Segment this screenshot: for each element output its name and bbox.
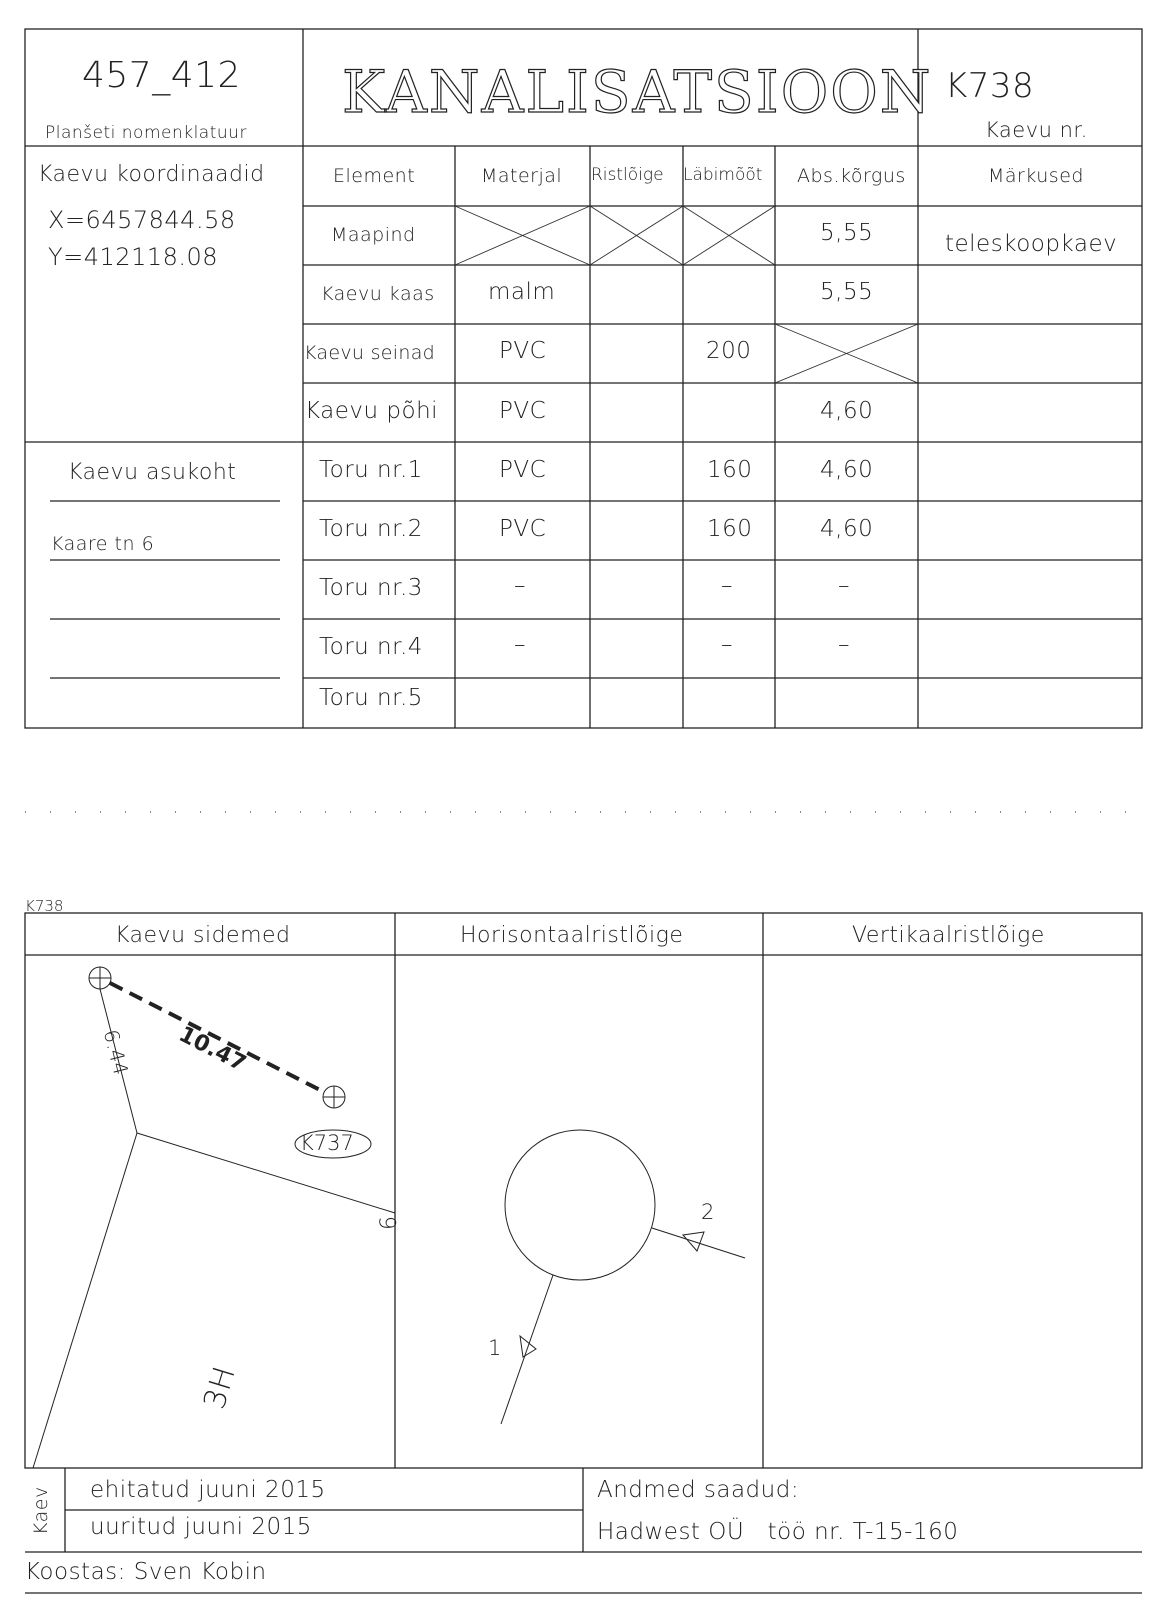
- row-diameter: 160: [707, 457, 753, 483]
- row-material: –: [514, 573, 526, 599]
- tie-distance-well: 10.47: [174, 1022, 251, 1078]
- row-element: Kaevu põhi: [305, 398, 439, 424]
- row-notes: teleskoopkaev: [945, 231, 1118, 257]
- row-element: Toru nr.3: [319, 575, 423, 601]
- neighbor-well-label: K737: [300, 1131, 354, 1155]
- row-material: –: [514, 632, 526, 658]
- row-diameter: –: [721, 632, 733, 658]
- row-material: PVC: [499, 338, 547, 364]
- sheet-label: Planšeti nomenklatuur: [45, 123, 247, 143]
- col-material: Materjal: [481, 165, 563, 187]
- row-height: –: [838, 573, 850, 599]
- col-notes: Märkused: [988, 165, 1084, 187]
- coordinate-y: Y=412118.08: [48, 243, 219, 271]
- panel-title-ties: Kaevu sidemed: [115, 923, 291, 948]
- house-number: 6: [377, 1215, 402, 1230]
- footer-vertical-label: Kaev: [30, 1486, 52, 1535]
- panel-title-vertical: Vertikaalristlõige: [852, 923, 1045, 948]
- row-element: Kaevu kaas: [321, 283, 435, 305]
- building-code: 3H: [197, 1362, 243, 1414]
- row-element: Toru nr.1: [319, 457, 423, 483]
- row-element: Toru nr.5: [319, 685, 423, 711]
- col-cross-section: Ristlõige: [591, 165, 664, 185]
- coordinate-x: X=6457844.58: [48, 206, 236, 234]
- row-height: 5,55: [820, 220, 874, 246]
- panel-title-horizontal: Horisontaalristlõige: [460, 923, 684, 948]
- row-height: 4,60: [820, 457, 874, 483]
- sheet-number: 457_412: [82, 55, 241, 96]
- footer-source-value: Hadwest OÜ töö nr. T-15-160: [597, 1519, 959, 1545]
- pipe-label-2: 2: [701, 1200, 715, 1224]
- row-diameter: 160: [707, 516, 753, 542]
- footer-built: ehitatud juuni 2015: [90, 1477, 326, 1503]
- footer-source-label: Andmed saadud:: [597, 1477, 800, 1503]
- pipe-label-1: 1: [488, 1336, 502, 1360]
- row-diameter: 200: [706, 338, 752, 364]
- horizontal-section: [501, 1130, 745, 1424]
- col-diameter: Läbimõõt: [683, 165, 763, 185]
- row-height: 4,60: [820, 516, 874, 542]
- row-element: Toru nr.4: [319, 634, 423, 660]
- footer-surveyed: uuritud juuni 2015: [90, 1514, 312, 1540]
- coordinates-label: Kaevu koordinaadid: [38, 162, 265, 187]
- location-address: Kaare tn 6: [51, 533, 155, 555]
- row-height: 4,60: [820, 398, 874, 424]
- col-height: Abs.kõrgus: [797, 165, 906, 187]
- well-id: K738: [945, 66, 1035, 106]
- well-label: Kaevu nr.: [985, 118, 1088, 142]
- row-height: 5,55: [820, 279, 874, 305]
- location-label: Kaevu asukoht: [68, 460, 237, 485]
- row-height: –: [838, 632, 850, 658]
- col-element: Element: [333, 165, 416, 187]
- page-title: KANALISATSIOON: [342, 58, 933, 126]
- row-diameter: –: [721, 573, 733, 599]
- row-element: Toru nr.2: [319, 516, 423, 542]
- row-material: PVC: [499, 516, 547, 542]
- row-material: PVC: [499, 457, 547, 483]
- row-element: Maapind: [331, 224, 416, 246]
- footer-author: Koostas: Sven Kobin: [25, 1559, 267, 1585]
- row-material: malm: [488, 279, 556, 305]
- row-element: Kaevu seinad: [304, 342, 435, 364]
- row-material: PVC: [499, 398, 547, 424]
- drawing-small-label: K738: [25, 897, 64, 915]
- tie-distance-corner: 6.44: [98, 1027, 134, 1078]
